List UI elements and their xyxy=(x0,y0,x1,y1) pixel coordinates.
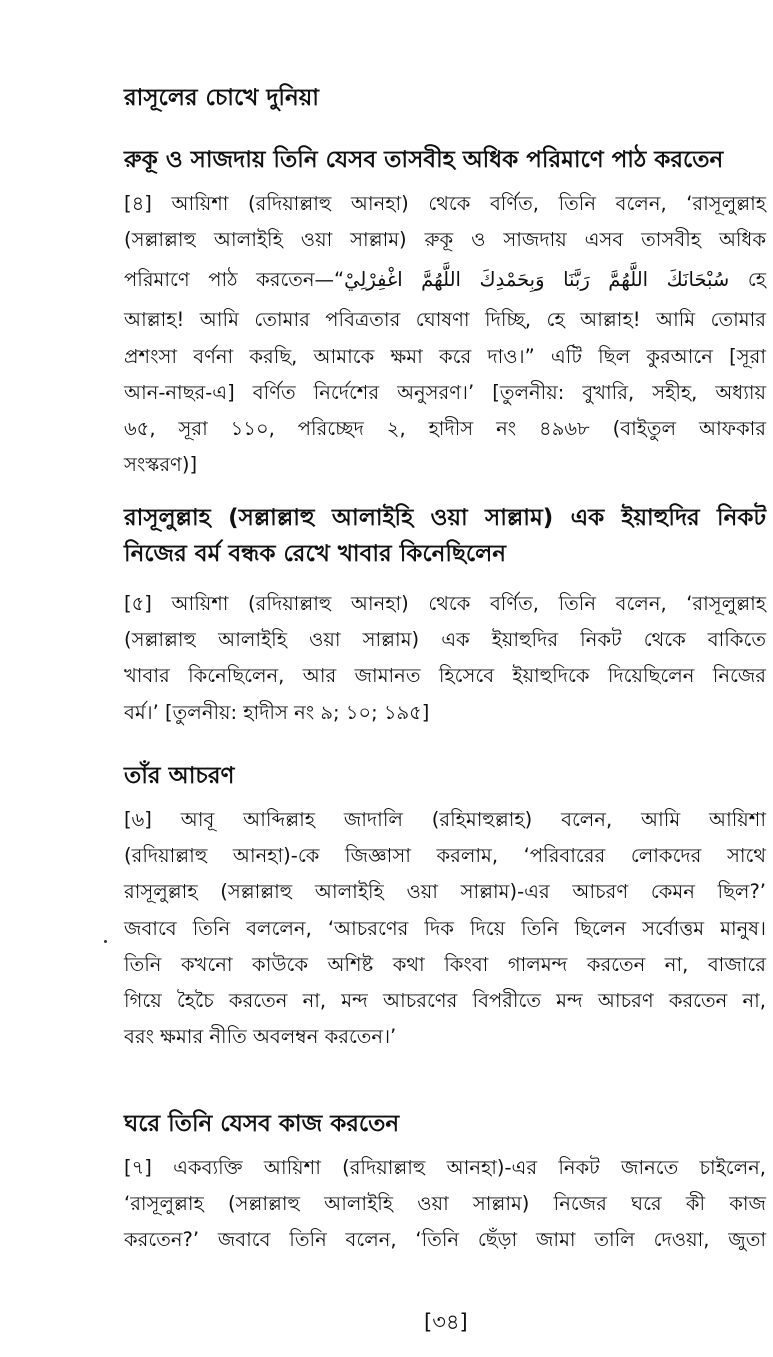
paragraph-line: গিয়ে হৈচৈ করতেন না, মন্দ আচরণের বিপরীতে মন্দ আচরণ করতেন না, xyxy=(124,989,766,1013)
section-heading-conduct: তাঁর আচরণ xyxy=(124,763,235,789)
hadith-5-paragraph xyxy=(124,586,766,731)
page-number: [৩৪] xyxy=(424,1310,468,1334)
paragraph-line: [৬] আবূ আব্দিল্লাহ জাদালি (রহিমাহুল্লাহ) বলেন, আমি আয়িশা xyxy=(124,808,766,831)
paragraph-line: তিনি কখনো কাউকে অশিষ্ট কথা কিংবা গালমন্দ করতেন না, বাজারে xyxy=(124,952,766,976)
paragraph-line: প্রশংসা বর্ণনা করছি, আমাকে ক্ষমা করে দাও।” এটি ছিল কুরআনে [সূরা xyxy=(124,344,766,368)
heading-line: নিজের বর্ম বন্ধক রেখে খাবার কিনেছিলেন xyxy=(124,541,506,567)
paragraph-line: ৬৫, সূরা ১১০, পরিচ্ছেদ ২, হাদীস নং ৪৯৬৮ (বাইতুল আফকার xyxy=(124,417,766,441)
paragraph-line: করতেন?’ জবাবে তিনি বলেন, ‘তিনি ছেঁড়া জামা তালি দেওয়া, জুতা xyxy=(124,1228,766,1252)
book-page xyxy=(124,0,766,1357)
hadith-4-paragraph xyxy=(124,186,766,483)
paragraph-line: জবাবে তিনি বললেন, ‘আচরণের দিক দিয়ে তিনি ছিলেন সর্বোত্তম মানুষ। xyxy=(124,916,766,940)
paragraph-line: সংস্করণ)] xyxy=(124,453,198,477)
section-heading-housework: ঘরে তিনি যেসব কাজ করতেন xyxy=(124,1111,400,1137)
paragraph-line: [৪] আয়িশা (রদিয়াল্লাহু আনহা) থেকে বর্ণিত, তিনি বলেন, ‘রাসূলুল্লাহ xyxy=(124,192,766,215)
section-heading-tasbih: রুকূ ও সাজদায় তিনি যেসব তাসবীহ অধিক পরিমাণে পাঠ করতেন xyxy=(124,147,724,173)
hadith-7-paragraph xyxy=(124,1150,766,1259)
section-heading-armor xyxy=(124,500,766,572)
hadith-6-paragraph xyxy=(124,802,766,1055)
running-header: রাসূলের চোখে দুনিয়া xyxy=(124,85,319,111)
paragraph-line: (রদিয়াল্লাহু আনহা)-কে জিজ্ঞাসা করলাম, ‘পরিবারের লোকদের সাথে xyxy=(124,844,766,868)
paragraph-line: রাসূলুল্লাহ (সল্লাল্লাহু আলাইহি ওয়া সাল্লাম)-এর আচরণ কেমন ছিল?’ xyxy=(124,880,766,904)
margin-mark xyxy=(104,940,107,943)
paragraph-line: (সল্লাল্লাহু আলাইহি ওয়া সাল্লাম) এক ইয়াহুদির নিকট থেকে বাকিতে xyxy=(124,628,766,652)
paragraph-line: [৭] একব্যক্তি আয়িশা (রদিয়াল্লাহু আনহা)-এর নিকট জানতে চাইলেন, xyxy=(124,1156,766,1179)
paragraph-line: আল্লাহ! আমি তোমার পবিত্রতার ঘোষণা দিচ্ছি, হে আল্লাহ! আমি তোমার xyxy=(124,308,766,332)
heading-line: রাসূলুল্লাহ (সল্লাল্লাহু আলাইহি ওয়া সাল্লাম) এক ইয়াহুদির নিকট xyxy=(124,505,766,531)
paragraph-line: (সল্লাল্লাহু আলাইহি ওয়া সাল্লাম) রুকূ ও সাজদায় এসব তাসবীহ অধিক xyxy=(124,228,766,252)
paragraph-line: খাবার কিনেছিলেন, আর জামানত হিসেবে ইয়াহুদিকে দিয়েছিলেন নিজের xyxy=(124,664,766,688)
paragraph-line: বর্ম।’ [তুলনীয়: হাদীস নং ৯; ১০; ১৯৫] xyxy=(124,700,430,724)
paragraph-line: ‘রাসূলুল্লাহ (সল্লাল্লাহু আলাইহি ওয়া সাল্লাম) নিজের ঘরে কী কাজ xyxy=(124,1192,766,1216)
paragraph-line: পরিমাণে পাঠ করতেন—“سُبْحَانَكَ اللَّهُمَّ رَبَّنَا وَبِحَمْدِكَ اللَّهُمَّ اغْفِرْلِيْ হে xyxy=(124,268,766,292)
paragraph-line: আন-নাছর-এ] বর্ণিত নির্দেশের অনুসরণ।’ [তুলনীয়: বুখারি, সহীহ, অধ্যায় xyxy=(124,380,766,404)
paragraph-line: বরং ক্ষমার নীতি অবলম্বন করতেন।’ xyxy=(124,1025,397,1049)
paragraph-line: [৫] আয়িশা (রদিয়াল্লাহু আনহা) থেকে বর্ণিত, তিনি বলেন, ‘রাসূলুল্লাহ xyxy=(124,592,766,615)
